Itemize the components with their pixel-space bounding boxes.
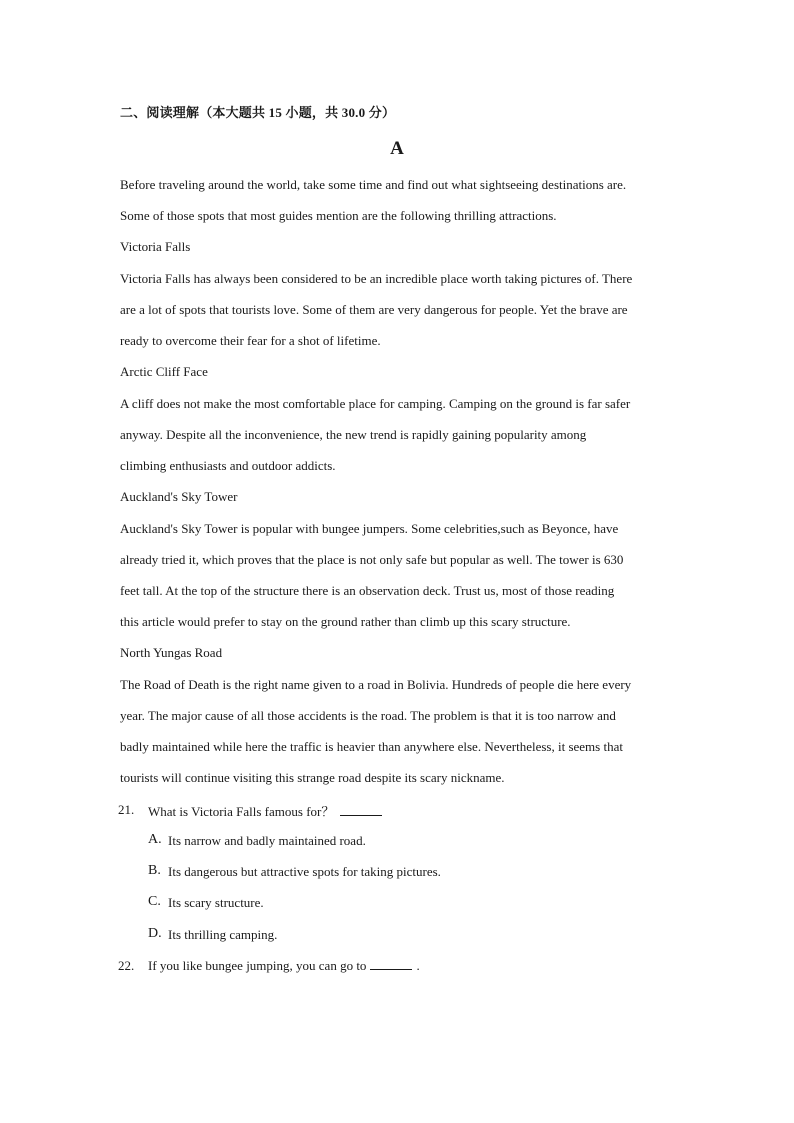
question-number: 22. bbox=[118, 958, 135, 973]
option-text: Its dangerous but attractive spots for taking pictures. bbox=[168, 864, 441, 879]
passage-line: this article would prefer to stay on the ground rather than climb up this scary structure. bbox=[120, 614, 571, 629]
option-letter: D. bbox=[148, 926, 162, 941]
passage-line: already tried it, which proves that the place is not only safe but popular as well. The tower is 630 bbox=[120, 552, 624, 567]
question-prompt: If you like bungee jumping, you can go to bbox=[148, 958, 367, 973]
subheading-north-yungas-road: North Yungas Road bbox=[120, 645, 223, 660]
question-suffix: . bbox=[416, 958, 420, 973]
passage-line: Some of those spots that most guides mention are the following thrilling attractions. bbox=[120, 208, 557, 223]
subheading-sky-tower: Auckland's Sky Tower bbox=[120, 489, 238, 504]
subheading-arctic-cliff-face: Arctic Cliff Face bbox=[120, 364, 208, 379]
passage-line: year. The major cause of all those accidents is the road. The problem is that it is too narrow and bbox=[120, 708, 616, 723]
question-prompt: What is Victoria Falls famous for？ bbox=[148, 804, 335, 819]
option-letter: A. bbox=[148, 832, 162, 847]
question-text bbox=[148, 801, 382, 820]
option-letter: C. bbox=[148, 894, 161, 909]
option-text: Its scary structure. bbox=[168, 895, 264, 910]
passage-line: Before traveling around the world, take some time and find out what sightseeing destinations are. bbox=[120, 177, 627, 192]
subheading-victoria-falls: Victoria Falls bbox=[120, 239, 191, 254]
passage-line: The Road of Death is the right name given to a road in Bolivia. Hundreds of people die here every bbox=[120, 677, 632, 692]
passage-line: ready to overcome their fear for a shot of lifetime. bbox=[120, 333, 381, 348]
question-text bbox=[148, 957, 420, 974]
passage-line: A cliff does not make the most comfortable place for camping. Camping on the ground is far safer bbox=[120, 396, 631, 411]
answer-blank[interactable] bbox=[340, 803, 382, 816]
section-heading: 二、阅读理解（本大题共 15 小题，共 30.0 分） bbox=[120, 105, 396, 120]
passage-line: climbing enthusiasts and outdoor addicts. bbox=[120, 458, 336, 473]
option-letter: B. bbox=[148, 863, 161, 878]
passage-line: Victoria Falls has always been considered to be an incredible place worth taking pictures of. There bbox=[120, 271, 633, 286]
question-number: 21. bbox=[118, 802, 135, 817]
passage-line: tourists will continue visiting this strange road despite its scary nickname. bbox=[120, 770, 505, 785]
passage-line: are a lot of spots that tourists love. Some of them are very dangerous for people. Yet the brave are bbox=[120, 302, 628, 317]
passage-line: anyway. Despite all the inconvenience, the new trend is rapidly gaining popularity among bbox=[120, 427, 587, 442]
passage-line: badly maintained while here the traffic is heavier than anywhere else. Nevertheless, it seems that bbox=[120, 739, 623, 754]
passage-line: Auckland's Sky Tower is popular with bungee jumpers. Some celebrities,such as Beyonce, have bbox=[120, 521, 619, 536]
answer-blank[interactable] bbox=[370, 957, 412, 970]
passage-line: feet tall. At the top of the structure there is an observation deck. Trust us, most of those reading bbox=[120, 583, 615, 598]
passage-title: A bbox=[390, 138, 404, 159]
option-text: Its narrow and badly maintained road. bbox=[168, 833, 366, 848]
option-text: Its thrilling camping. bbox=[168, 927, 278, 942]
